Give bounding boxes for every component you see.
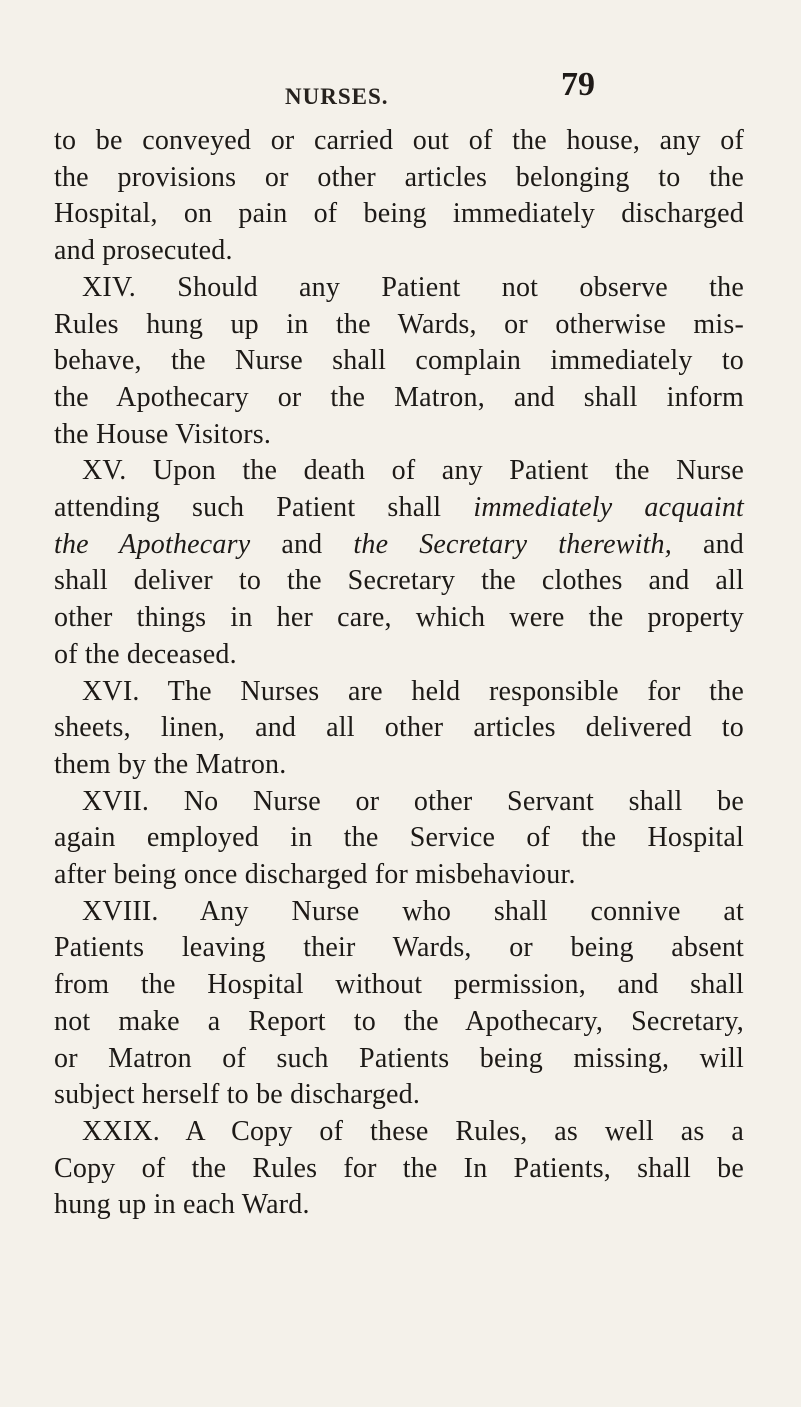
text-line	[54, 527, 744, 564]
text-line: Hospital, on pain of being immediately discharged	[54, 198, 744, 230]
text-line: Rules hung up in the Wards, or otherwise mis-	[54, 308, 744, 340]
text-line: sheets, linen, and all other articles delivered to	[54, 712, 744, 744]
text-line: the Apothecary or the Matron, and shall inform	[54, 381, 744, 413]
text-run: and	[671, 528, 744, 560]
text-line: them by the Matron.	[54, 748, 287, 780]
text-run: attending such Patient shall	[54, 492, 474, 524]
text-run: and	[250, 528, 354, 560]
rule-xv-start: XV. Upon the death of any Patient the Nurse	[82, 455, 744, 487]
rule-xiv-start: XIV. Should any Patient not observe the	[82, 271, 744, 303]
italic-text-run: immediately acquaint	[473, 492, 745, 524]
text-line: or Matron of such Patients being missing, will	[54, 1042, 744, 1074]
rule-xxix-start: XXIX. A Copy of these Rules, as well as a	[82, 1115, 744, 1147]
text-line: behave, the Nurse shall complain immediately to	[54, 345, 744, 377]
text-line: shall deliver to the Secretary the clothes and all	[54, 565, 744, 597]
rule-xviii-start: XVIII. Any Nurse who shall connive at	[82, 895, 744, 927]
text-line: from the Hospital without permission, and shall	[54, 969, 744, 1001]
text-line: Copy of the Rules for the In Patients, shall be	[54, 1152, 744, 1184]
italic-text-run: the Secretary therewith,	[353, 528, 672, 560]
italic-text-run: the Apothecary	[54, 528, 251, 560]
text-line: other things in her care, which were the property	[54, 602, 744, 634]
text-line: not make a Report to the Apothecary, Secretary,	[54, 1005, 744, 1037]
rules-text	[54, 123, 744, 1224]
rule-xvii-start: XVII. No Nurse or other Servant shall be	[82, 785, 744, 817]
text-line: the House Visitors.	[54, 418, 272, 450]
text-line: hung up in each Ward.	[54, 1189, 310, 1221]
text-line: again employed in the Service of the Hospital	[54, 822, 744, 854]
text-line: the provisions or other articles belonging to the	[54, 161, 744, 193]
text-line: and prosecuted.	[54, 235, 233, 267]
running-head: NURSES.	[285, 84, 389, 109]
text-line: of the deceased.	[54, 638, 237, 670]
text-line: to be conveyed or carried out of the house, any of	[54, 125, 744, 156]
rule-xvi-start: XVI. The Nurses are held responsible for the	[82, 675, 744, 707]
text-line	[54, 490, 744, 527]
text-line: after being once discharged for misbehaviour.	[54, 859, 576, 891]
text-line: Patients leaving their Wards, or being absent	[54, 932, 744, 964]
page-number: 79	[561, 66, 595, 103]
text-line: subject herself to be discharged.	[54, 1079, 421, 1111]
